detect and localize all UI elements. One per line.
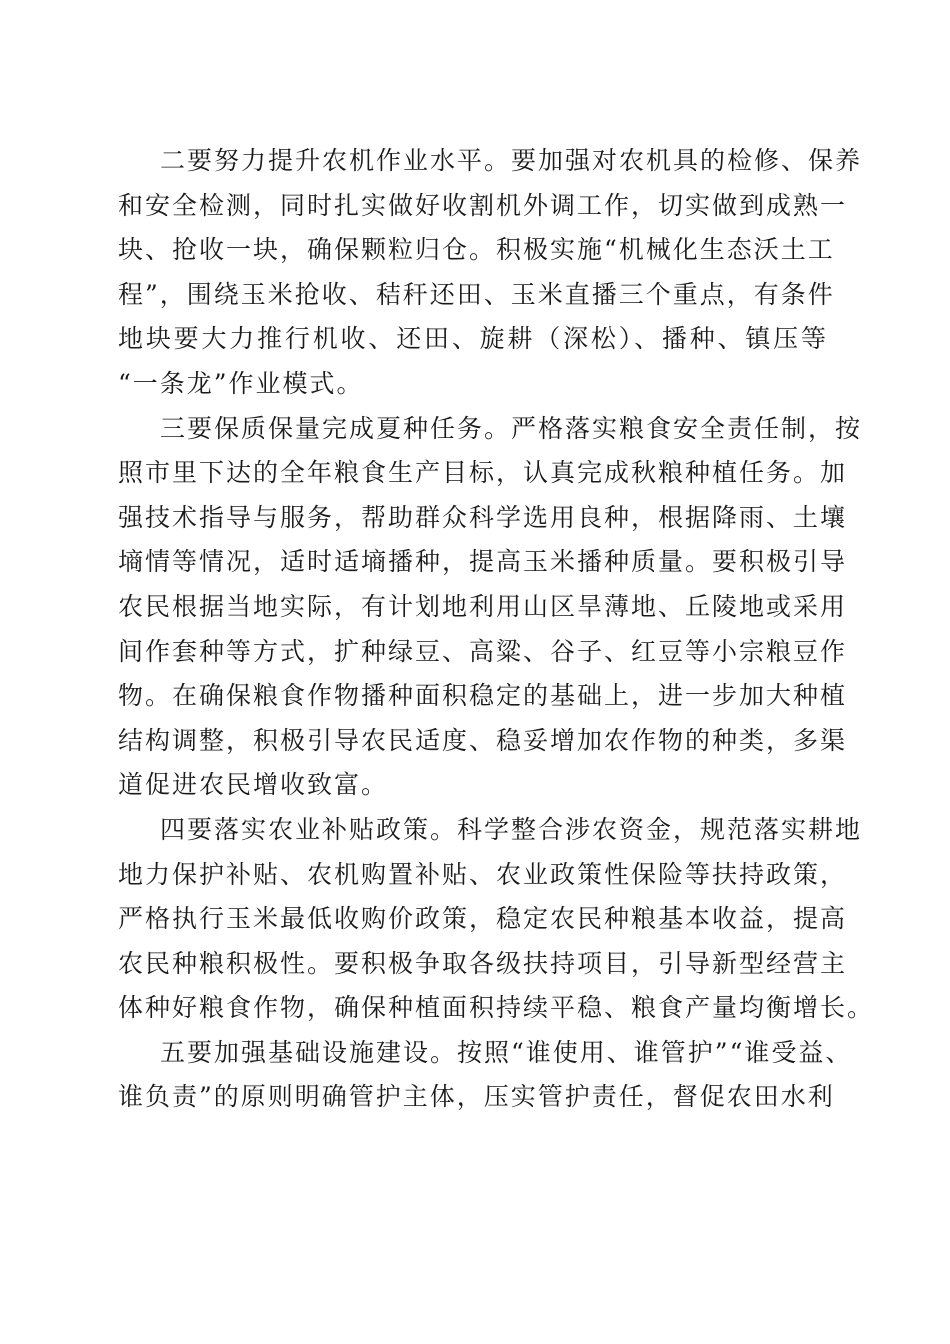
- text-line: 块、抢收一块，确保颗粒归仓。积极实施“机械化生态沃土工: [118, 235, 835, 265]
- text-line: 强技术指导与服务，帮助群众科学选用良种，根据降雨、土壤: [118, 502, 848, 532]
- text-line: 间作套种等方式，扩种绿豆、高粱、谷子、红豆等小宗粮豆作: [118, 636, 848, 666]
- text-line: 地力保护补贴、农机购置补贴、农业政策性保险等扶持政策，: [118, 859, 848, 889]
- body-text: [118, 139, 875, 1120]
- text-line: 农民根据当地实际，有计划地利用山区旱薄地、丘陵地或采用: [118, 591, 848, 621]
- text-line: 墒情等情况，适时适墒播种，提高玉米播种质量。要积极引导: [118, 547, 848, 577]
- paragraph-5: [118, 1031, 853, 1120]
- paragraph-4: [118, 808, 875, 1031]
- text-line: 五要加强基础设施建设。按照“谁使用、谁管护”“谁受益、: [160, 1037, 853, 1067]
- text-line: 结构调整，积极引导农民适度、稳妥增加农作物的种类，多渠: [118, 725, 848, 755]
- text-line: 严格执行玉米最低收购价政策，稳定农民种粮基本收益，提高: [118, 904, 848, 934]
- text-line: 道促进农民增收致富。: [118, 770, 389, 800]
- text-line: “一条龙”作业模式。: [118, 368, 364, 398]
- text-line: 程”，围绕玉米抢收、秸秆还田、玉米直播三个重点，有条件: [118, 279, 835, 309]
- text-line: 和安全检测，同时扎实做好收割机外调工作，切实做到成熟一: [118, 190, 848, 220]
- text-line: 谁负责”的原则明确管护主体，压实管护责任，督促农田水利: [118, 1082, 835, 1112]
- text-line: 农民种粮积极性。要积极争取各级扶持项目，引导新型经营主: [118, 948, 848, 978]
- paragraph-3: [118, 407, 863, 808]
- text-line: 三要保质保量完成夏种任务。严格落实粮食安全责任制，按: [160, 413, 863, 443]
- text-line: 照市里下达的全年粮食生产目标，认真完成秋粮种植任务。加: [118, 458, 848, 488]
- text-line: 物。在确保粮食作物播种面积稳定的基础上，进一步加大种植: [118, 681, 848, 711]
- paragraph-2: [118, 139, 863, 407]
- text-line: 二要努力提升农机作业水平。要加强对农机具的检修、保养: [160, 146, 863, 175]
- text-line: 四要落实农业补贴政策。科学整合涉农资金，规范落实耕地: [160, 814, 863, 844]
- text-line: 地块要大力推行机收、还田、旋耕（深松）、播种、镇压等: [118, 324, 828, 354]
- text-line: 体种好粮食作物，确保种植面积持续平稳、粮食产量均衡增长。: [118, 993, 875, 1023]
